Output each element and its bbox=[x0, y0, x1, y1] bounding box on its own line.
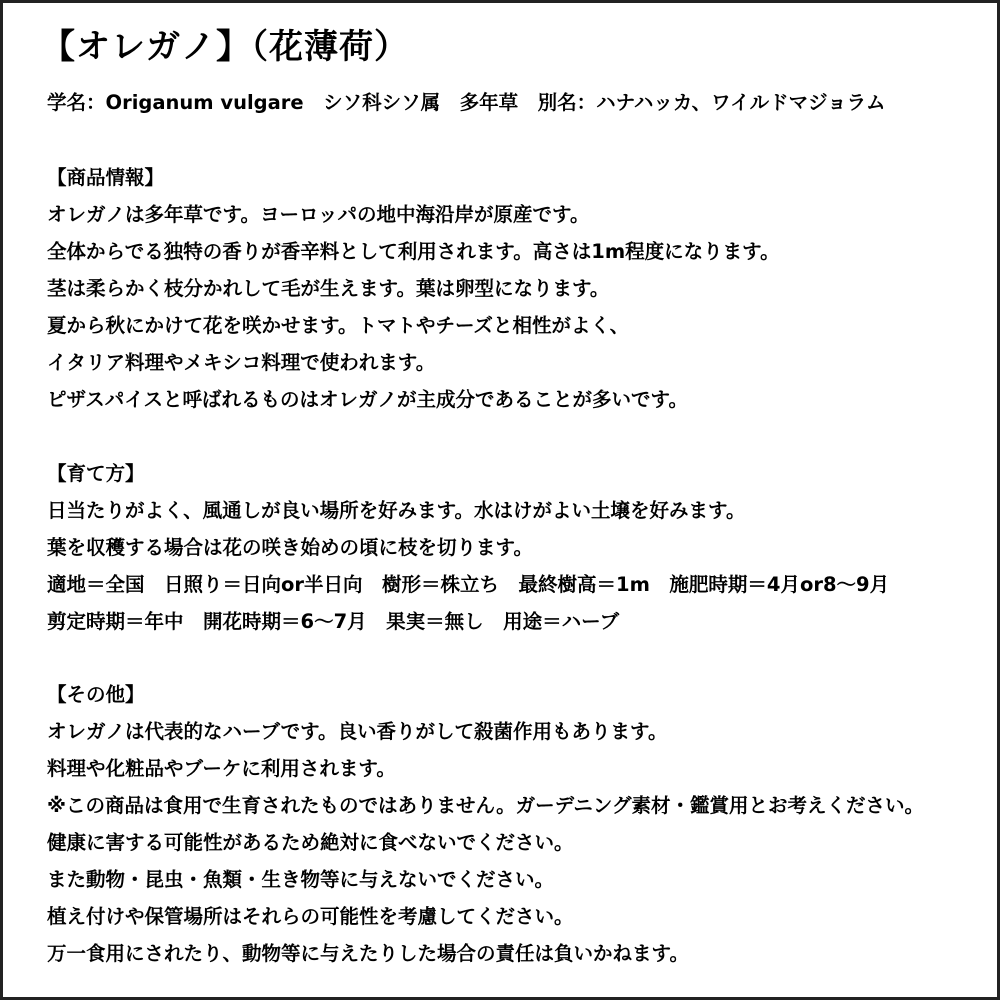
text-line: ピザスパイスと呼ばれるものはオレガノが主成分であることが多いです。 bbox=[47, 388, 688, 411]
text-line: また動物・昆虫・魚類・生き物等に与えないでください。 bbox=[47, 868, 555, 891]
text-line: イタリア料理やメキシコ料理で使われます。 bbox=[47, 351, 436, 374]
scientific-name-line: 学名：Origanum vulgare シソ科シソ属 多年草 別名：ハナハッカ、ワイルドマジョラム bbox=[47, 91, 886, 114]
text-line: 全体からでる独特の香りが香辛料として利用されます。高さは1m程度になります。 bbox=[47, 240, 780, 263]
text-line: 植え付けや保管場所はそれらの可能性を考慮してください。 bbox=[47, 905, 574, 928]
text-line: 茎は柔らかく枝分かれして毛が生えます。葉は卵型になります。 bbox=[47, 277, 610, 300]
text-line: 葉を収穫する場合は花の咲き始めの頃に枝を切ります。 bbox=[47, 536, 533, 559]
text-line: 剪定時期＝年中 開花時期＝6～7月 果実＝無し 用途＝ハーブ bbox=[47, 610, 620, 633]
text-line: オレガノは多年草です。ヨーロッパの地中海沿岸が原産です。 bbox=[47, 203, 590, 226]
text-line: 健康に害する可能性があるため絶対に食べないでください。 bbox=[47, 831, 574, 854]
section-heading: 【育て方】 bbox=[47, 462, 145, 485]
text-line: 日当たりがよく、風通しが良い場所を好みます。水はけがよい土壌を好みます。 bbox=[47, 499, 746, 522]
text-line: 万一食用にされたり、動物等に与えたりした場合の責任は負いかねます。 bbox=[47, 942, 689, 965]
page-title: 【オレガノ】（花薄荷） bbox=[41, 27, 409, 67]
section-heading: 【その他】 bbox=[47, 683, 145, 706]
text-line: ※この商品は食用で生育されたものではありません。ガーデニング素材・鑑賞用とお考えください。 bbox=[47, 794, 924, 817]
section-product-info bbox=[47, 159, 780, 418]
section-other bbox=[47, 676, 924, 972]
text-line: オレガノは代表的なハーブです。良い香りがして殺菌作用もあります。 bbox=[47, 720, 668, 743]
section-how-to-grow bbox=[47, 455, 889, 640]
text-line: 夏から秋にかけて花を咲かせます。トマトやチーズと相性がよく、 bbox=[47, 314, 630, 337]
text-line: 適地＝全国 日照り＝日向or半日向 樹形＝株立ち 最終樹高＝1m 施肥時期＝4月or8～9月 bbox=[47, 573, 890, 596]
text-line: 料理や化粧品やブーケに利用されます。 bbox=[47, 757, 396, 780]
section-heading: 【商品情報】 bbox=[47, 166, 165, 189]
